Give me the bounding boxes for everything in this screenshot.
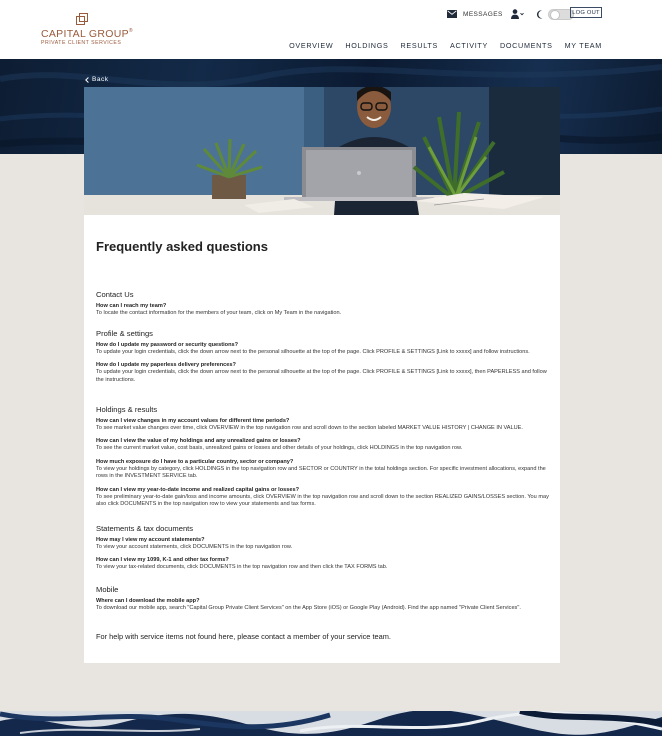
brand-name: CAPITAL GROUP® bbox=[41, 28, 133, 40]
faq-item bbox=[96, 487, 551, 509]
faq-answer: To see market value changes over time, click OVERVIEW in the top navigation row and scroll down to the section labeled MARKET VALUE HISTORY | CHANGE IN VALUE. bbox=[96, 425, 523, 431]
envelope-icon bbox=[447, 10, 457, 18]
toggle-knob bbox=[550, 10, 560, 20]
footer-banner bbox=[0, 711, 662, 736]
back-label: Back bbox=[92, 76, 109, 83]
faq-question: Where can I download the mobile app? bbox=[96, 598, 200, 604]
faq-card bbox=[84, 215, 560, 663]
faq-question: How much exposure do I have to a particular country, sector or company? bbox=[96, 458, 294, 465]
section-title: Mobile bbox=[96, 585, 119, 594]
faq-question: How do I update my password or security questions? bbox=[96, 342, 239, 348]
faq-question: How can I reach my team? bbox=[96, 303, 167, 309]
brand-logo-mark-icon bbox=[76, 13, 88, 25]
faq-answer: To view your account statements, click DOCUMENTS in the top navigation row. bbox=[96, 544, 293, 550]
brand-tagline: PRIVATE CLIENT SERVICES bbox=[41, 40, 122, 46]
footer-marble-texture bbox=[0, 711, 662, 736]
nav-holdings[interactable]: HOLDINGS bbox=[345, 41, 389, 50]
logout-button[interactable]: LOG OUT bbox=[570, 7, 602, 18]
faq-section-profile bbox=[96, 329, 551, 384]
faq-item bbox=[96, 303, 551, 317]
faq-answer: To locate the contact information for the members of your team, click on My Team in the navigation. bbox=[96, 310, 342, 316]
back-link[interactable] bbox=[85, 76, 108, 83]
profile-menu-button[interactable] bbox=[511, 8, 524, 20]
faq-question: How can I view the value of my holdings and any unrealized gains or losses? bbox=[96, 438, 301, 445]
page-title: Frequently asked questions bbox=[96, 239, 268, 254]
theme-toggle[interactable] bbox=[536, 8, 574, 20]
faq-item bbox=[96, 537, 551, 551]
help-text: For help with service items not found here, please contact a member of your service team. bbox=[96, 632, 391, 641]
faq-question: How may I view my account statements? bbox=[96, 537, 205, 543]
faq-section-statements bbox=[96, 524, 551, 572]
faq-answer: To see the current market value, cost basis, unrealized gains or losses and other details of your holdings, click HOLDINGS in the top navigation row. bbox=[96, 445, 463, 452]
faq-question: How can I view my 1099, K-1 and other tax forms? bbox=[96, 557, 229, 564]
faq-item bbox=[96, 418, 551, 432]
faq-item bbox=[96, 342, 551, 356]
section-title: Contact Us bbox=[96, 290, 134, 299]
hero-photo bbox=[84, 87, 560, 215]
nav-documents[interactable]: DOCUMENTS bbox=[499, 41, 553, 50]
nav-activity[interactable]: ACTIVITY bbox=[450, 41, 488, 50]
faq-section-holdings bbox=[96, 405, 551, 508]
faq-answer: To view your holdings by category, click HOLDINGS in the top navigation row and SECTOR or COUNTRY in the total holdings section. For specific investment allocations, expand the rows in the INVESTMENT SERVICE tab. bbox=[96, 465, 546, 480]
hero-illustration bbox=[84, 87, 560, 215]
nav-overview[interactable]: OVERVIEW bbox=[289, 41, 334, 50]
faq-section-contact bbox=[96, 290, 551, 317]
section-title: Profile & settings bbox=[96, 329, 153, 338]
chevron-left-icon bbox=[85, 77, 89, 83]
brand-logo[interactable] bbox=[41, 13, 151, 49]
faq-item bbox=[96, 362, 551, 384]
faq-item bbox=[96, 459, 551, 481]
messages-link[interactable] bbox=[447, 8, 503, 20]
faq-section-mobile bbox=[96, 585, 551, 612]
faq-question: How can I view my year-to-date income and realized capital gains or losses? bbox=[96, 486, 299, 493]
faq-answer: To see preliminary year-to-date gain/loss and income amounts, click OVERVIEW in the top navigation row and scroll down to the section REALIZED GAINS/LOSSES section. You may also click DOCUMENTS in the top navigation row to view your statements and tax forms. bbox=[96, 493, 549, 508]
main-navigation bbox=[289, 41, 602, 50]
faq-answer: To update your login credentials, click the down arrow next to the personal silhouette at the top of the page. Click PROFILE & SETTINGS [Link to xxxxx] and follow instructions. bbox=[96, 349, 530, 355]
section-title: Holdings & results bbox=[96, 405, 158, 414]
faq-item bbox=[96, 438, 551, 452]
faq-answer: To view your tax-related documents, click DOCUMENTS in the top navigation row and then click the TAX FORMS tab. bbox=[96, 564, 388, 571]
faq-item bbox=[96, 557, 551, 571]
site-header bbox=[0, 0, 662, 59]
faq-item bbox=[96, 598, 551, 612]
faq-question: How do I update my paperless delivery preferences? bbox=[96, 362, 236, 369]
faq-answer: To update your login credentials, click the down arrow next to the personal silhouette at the top of the page. Click PROFILE & SETTINGS [Link to xxxxx], then PAPERLESS and follow the instructions. bbox=[96, 369, 547, 383]
messages-label: MESSAGES bbox=[463, 10, 503, 18]
faq-question: How can I view changes in my account values for different time periods? bbox=[96, 418, 290, 424]
faq-answer: To download our mobile app, search "Capital Group Private Client Services" on the App Store (iOS) or Google Play (Android). Find the app named "Private Client Services". bbox=[96, 605, 521, 611]
moon-icon bbox=[536, 10, 544, 19]
nav-results[interactable]: RESULTS bbox=[400, 41, 439, 50]
chevron-down-icon bbox=[521, 13, 524, 15]
section-title: Statements & tax documents bbox=[96, 524, 194, 533]
nav-my-team[interactable]: MY TEAM bbox=[564, 41, 602, 50]
user-silhouette-icon bbox=[511, 9, 524, 19]
